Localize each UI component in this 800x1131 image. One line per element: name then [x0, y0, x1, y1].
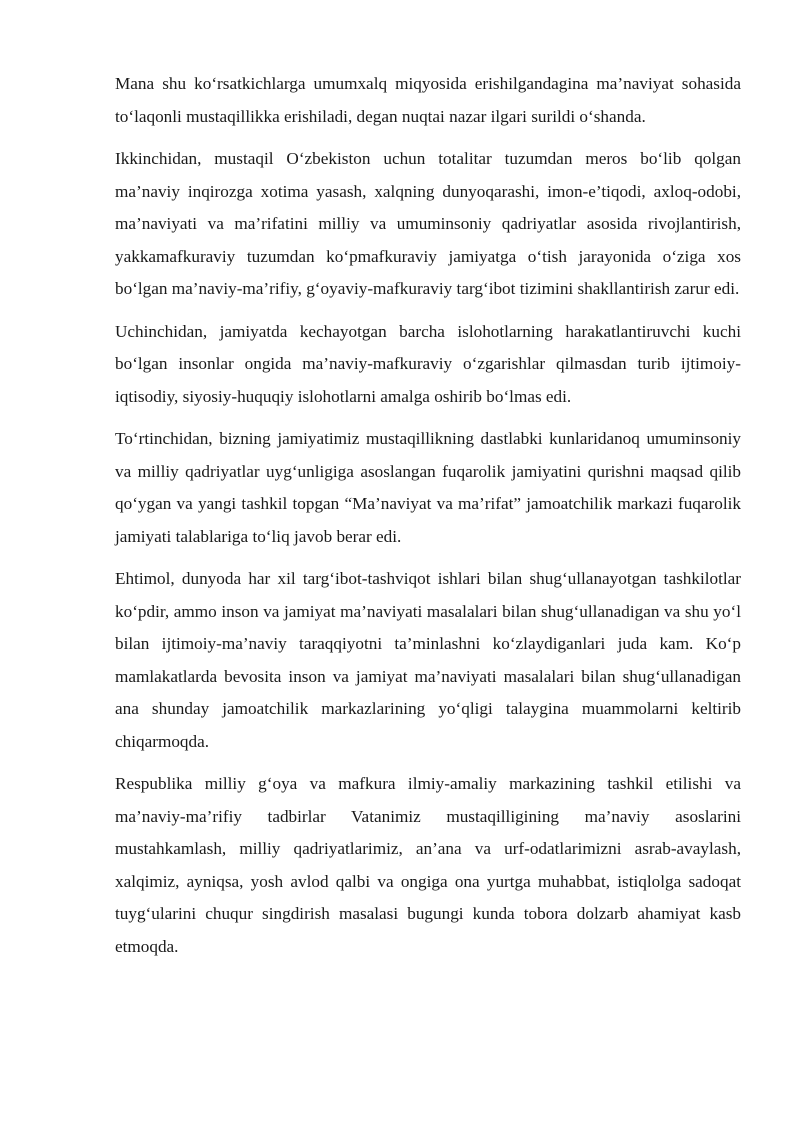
- document-page: [115, 68, 741, 973]
- paragraph-6: Respublika milliy g‘oya va mafkura ilmiy-amaliy markazining tashkil etilishi va ma’naviy-ma’rifiy tadbirlar Vatanimiz mustaqilligining ma’naviy asoslarini mustahkamlash, milliy qadriyatlarimiz, an’ana va urf-odatlarimizni asrab-avaylash, xalqimiz, ayniqsa, yosh avlod qalbi va ongiga ona yurtga muhabbat, istiqlolga sadoqat tuyg‘ularini chuqur singdirish masalasi bugungi kunda tobora dolzarb ahamiyat kasb etmoqda.: [115, 774, 741, 956]
- paragraph-2: Ikkinchidan, mustaqil O‘zbekiston uchun totalitar tuzumdan meros bo‘lib qolgan ma’naviy inqirozga xotima yasash, xalqning dunyoqarashi, imon-e’tiqodi, axloq-odobi, ma’naviyati va ma’rifatini milliy va umuminsoniy qadriyatlar asosida rivojlantirish, yakkamafkuraviy tuzumdan ko‘pmafkuraviy jamiyatga o‘tish jarayonida o‘ziga xos bo‘lgan ma’naviy-ma’rifiy, g‘oyaviy-mafkuraviy targ‘ibot tizimini shakllantirish zarur edi.: [115, 149, 741, 298]
- paragraph-3: Uchinchidan, jamiyatda kechayotgan barcha islohotlarning harakatlantiruvchi kuchi bo‘lgan insonlar ongida ma’naviy-mafkuraviy o‘zgarishlar qilmasdan turib ijtimoiy-iqtisodiy, siyosiy-huquqiy islohotlarni amalga oshirib bo‘lmas edi.: [115, 321, 741, 406]
- paragraph-5: Ehtimol, dunyoda har xil targ‘ibot-tashviqot ishlari bilan shug‘ullanayotgan tashkilotlar ko‘pdir, ammo inson va jamiyat ma’naviyati masalalari bilan shug‘ullanadigan va shu yo‘l bilan ijtimoiy-ma’naviy taraqqiyotni ta’minlashni ko‘zlaydiganlari juda kam. Ko‘p mamlakatlarda bevosita inson va jamiyat ma’naviyati masalalari bilan shug‘ullanadigan ana shunday jamoatchilik markazlarining yo‘qligi talaygina muammolarni keltirib chiqarmoqda.: [115, 569, 741, 751]
- paragraph-4: To‘rtinchidan, bizning jamiyatimiz mustaqillikning dastlabki kunlaridanoq umuminsoniy va milliy qadriyatlar uyg‘unligiga asoslangan fuqarolik jamiyatini qurishni maqsad qilib qo‘ygan va yangi tashkil topgan “Ma’naviyat va ma’rifat” jamoatchilik markazi fuqarolik jamiyati talablariga to‘liq javob berar edi.: [115, 429, 741, 546]
- paragraph-1: Mana shu ko‘rsatkichlarga umumxalq miqyosida erishilgandagina ma’naviyat sohasida to‘laqonli mustaqillikka erishiladi, degan nuqtai nazar ilgari surildi o‘shanda.: [115, 74, 741, 126]
